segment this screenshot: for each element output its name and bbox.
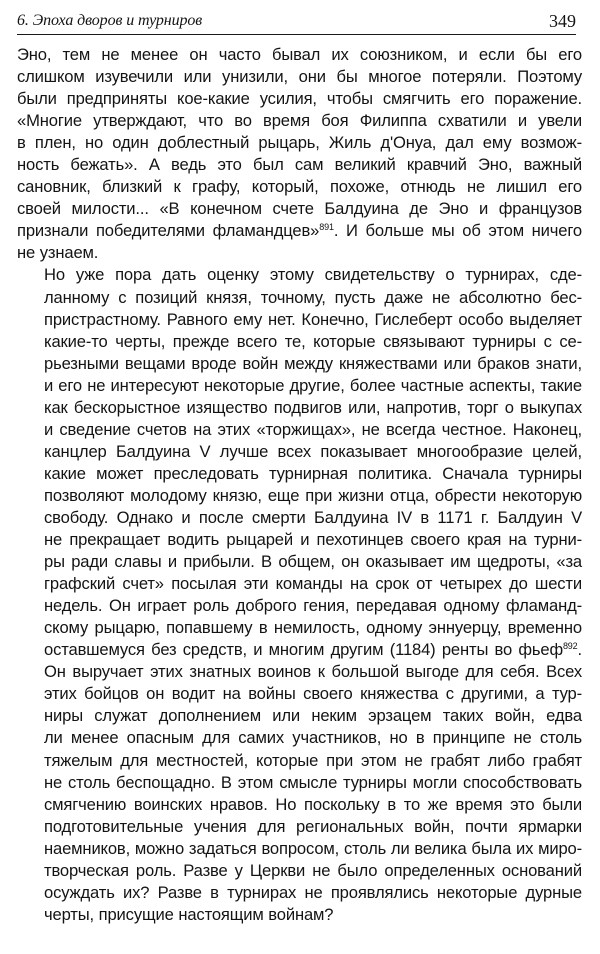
- text-line: тяжелым для местностей, которые при этом не грабят либо грабят: [44, 750, 582, 770]
- text-line: ланному с позиций князя, точному, пусть даже не абсолютно бес-: [44, 287, 582, 307]
- text-fragment: . И больше мы об этом ничего: [333, 221, 582, 241]
- text-line: свободу. Однако и после смерти Балдуина IV в 1171 г. Балдуин V: [44, 507, 582, 527]
- text-line: не столь беспощадно. В этом смысле турниры могли способствовать: [44, 772, 582, 792]
- text-line: канцлер Балдуина V лучше всех показывает многообразие целей,: [44, 441, 582, 461]
- page-number: 349: [549, 11, 576, 31]
- text-line: пристрастному. Равного ему нет. Конечно, Гислеберт особо выделяет: [44, 309, 582, 329]
- text-line: Он выручает этих знатных воинов к большой выгоде для себя. Всех: [44, 662, 582, 682]
- text-line: черты, присущие настоящим войнам?: [44, 904, 334, 924]
- text-line: Эно, тем не менее он часто бывал их союзником, и если бы его: [17, 45, 582, 64]
- text-line: ли менее опасным для самих участников, но в принципе не столь: [44, 728, 582, 748]
- text-line: были предприняты кое-какие усилия, чтобы смягчить его поражение.: [17, 89, 582, 109]
- text-fragment: .: [577, 640, 582, 660]
- footnote-ref-892[interactable]: 892: [562, 641, 578, 652]
- text-line: и сведение счетов на этих «торжищах», не всегда честное. Наконец,: [44, 419, 582, 439]
- running-head: [17, 8, 576, 35]
- text-line: своей милости... «В конечном счете Балдуина де Эно и французов: [17, 199, 582, 219]
- footnote-ref-891[interactable]: 891: [319, 222, 334, 233]
- text-line: графский счет» посылая эти команды на срок от четырех до шести: [44, 574, 582, 594]
- text-line: «Многие утверждают, что во время боя Филиппа схватили и увели: [17, 111, 582, 131]
- text-line: не узнаем.: [17, 243, 99, 263]
- text-line-with-footnote: [17, 220, 582, 242]
- text-line: осуждать их? Разве в турнирах не проявлялись некоторые дурные: [44, 882, 582, 902]
- text-line: какие может преследовать турнирная политика. Сначала турниры: [44, 463, 582, 483]
- text-line: скому рыцарю, попавшему в немилость, одному эннуерцу, временно: [44, 618, 582, 638]
- paragraph-1: [17, 44, 582, 264]
- text-line: и его не интересуют некоторые другие, более частные аспекты, такие: [44, 375, 582, 395]
- text-line: творческая роль. Разве у Церкви не было определенных оснований: [44, 860, 582, 880]
- paragraph-2: [17, 264, 582, 925]
- text-line: ниры служат дополнением или неким эрзацем таких войн, едва: [44, 706, 582, 726]
- text-fragment: признали победителями фламандцев»: [17, 221, 320, 241]
- text-line: подготовительные учения для региональных войн, почти ярмарки: [44, 816, 582, 836]
- text-line: в плен, но один доблестный рыцарь, Жиль д'Онуа, дал ему возмож-: [17, 133, 582, 153]
- text-line: как бескорыстное изящество подвигов или, напротив, торг о выкупах: [44, 397, 582, 417]
- text-line: этих бойцов он водит на войны своего княжества с другими, а тур-: [44, 684, 582, 704]
- text-line-with-footnote: [17, 639, 582, 661]
- text-line: слишком изувечили или унизили, они бы многое потеряли. Поэтому: [17, 67, 582, 87]
- text-fragment: оставшемуся без средств, и многим другим (1184) ренты во фьеф: [44, 640, 563, 660]
- text-line: не прекращает водить рыцарей и пехотинцев своего края на турни-: [44, 530, 582, 550]
- chapter-title: 6. Эпоха дворов и турниров: [17, 12, 203, 29]
- text-line: ры ради славы и прибыли. В общем, он оказывает им щедроты, «за: [44, 552, 582, 572]
- text-line: смягчению воинских нравов. Но поскольку в то же время это были: [44, 794, 582, 814]
- text-line: ность бежать». А ведь это был сам великий кравчий Эно, важный: [17, 155, 582, 175]
- text-line: позволяют молодому князю, еще при жизни отца, обрести некоторую: [44, 485, 582, 505]
- text-line: сановник, близкий к графу, который, похоже, отнюдь не лишил его: [17, 177, 582, 197]
- text-line: Но уже пора дать оценку этому свидетельству о турнирах, сде-: [44, 265, 582, 285]
- text-line: недель. Он играет роль доброго гения, передавая одному фламанд-: [44, 596, 582, 616]
- text-line: наемников, можно задаться вопросом, столь ли велика была их миро-: [44, 838, 582, 858]
- body-text: [17, 44, 582, 926]
- text-line: какие-то черты, прежде всего те, которые связывают турниры с се-: [44, 331, 582, 351]
- text-line: рьезными вещами вроде войн между княжествами или браков знати,: [44, 353, 582, 373]
